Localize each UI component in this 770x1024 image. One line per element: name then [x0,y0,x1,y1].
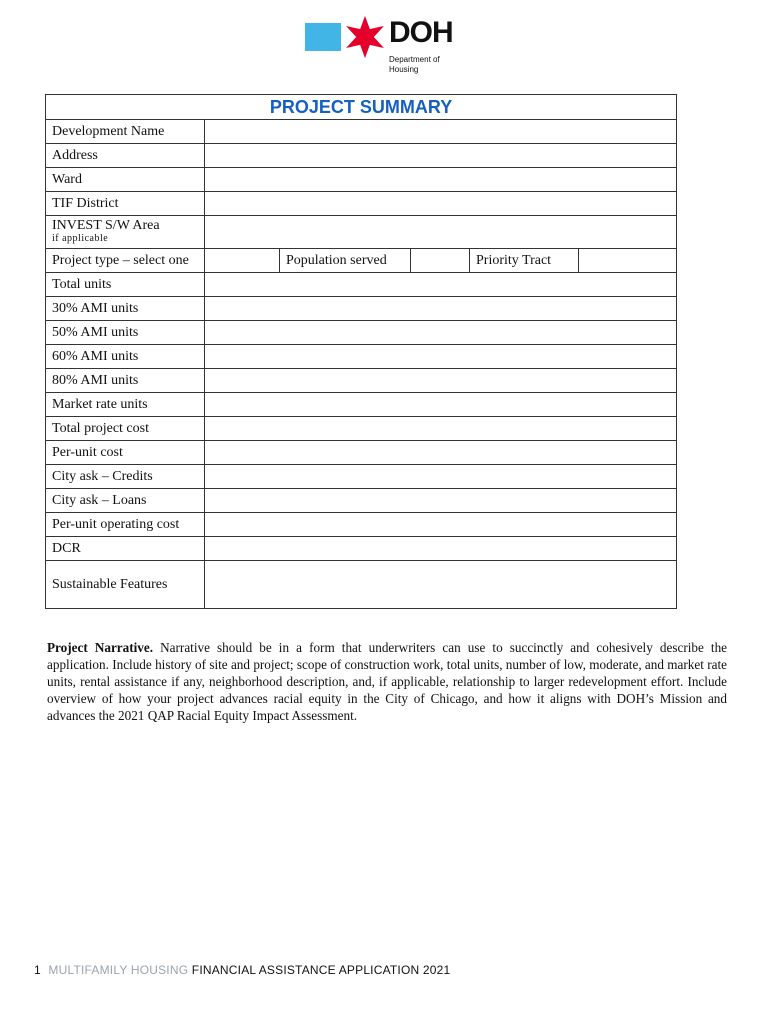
field-ward[interactable] [205,168,677,192]
field-ami60[interactable] [205,345,677,369]
narrative-heading: Project Narrative. [47,640,154,655]
field-ami50[interactable] [205,321,677,345]
label-population-served: Population served [280,249,411,273]
field-project-type[interactable] [205,249,280,273]
logo-subtitle-line1: Department of [389,55,440,64]
label-city-loans: City ask – Loans [46,489,205,513]
logo-subtitle [389,55,440,75]
field-city-credits[interactable] [205,465,677,489]
project-summary-table [45,94,677,609]
field-per-unit-cost[interactable] [205,441,677,465]
narrative-body: Narrative should be in a form that underwriters can use to succinctly and cohesively describe the application. Include history of site and project; scope of construction work, total units, number of low, moderate, and market rate units, rental assistance if any, neighborhood description, and, if applicable, relationship to larger redevelopment effort. Include overview of how your project advances racial equity in the City of Chicago, and how it aligns with DOH’s Mission and advances the 2021 QAP Racial Equity Impact Assessment. [47,640,728,723]
label-total-units: Total units [46,273,205,297]
doh-logo [305,14,453,76]
chicago-star-icon [343,14,387,60]
field-address[interactable] [205,144,677,168]
field-sustainable[interactable] [205,561,677,609]
label-address: Address [46,144,205,168]
project-narrative [47,640,727,725]
footer-section: MULTIFAMILY HOUSING [48,963,189,977]
invest-area-note: if applicable [52,233,109,244]
field-ami30[interactable] [205,297,677,321]
label-per-unit-cost: Per-unit cost [46,441,205,465]
invest-area-text: INVEST S/W Area [52,218,160,233]
label-market-rate: Market rate units [46,393,205,417]
field-invest-area[interactable] [205,216,677,249]
field-market-rate[interactable] [205,393,677,417]
field-total-units[interactable] [205,273,677,297]
summary-title: PROJECT SUMMARY [269,96,453,117]
field-ami80[interactable] [205,369,677,393]
logo-brand: DOH [389,16,453,49]
label-development-name: Development Name [46,120,205,144]
field-development-name[interactable] [205,120,677,144]
label-invest-area [46,216,205,249]
logo-blue-block [305,23,341,51]
footer-doc-title: FINANCIAL ASSISTANCE APPLICATION 2021 [191,963,451,977]
page-number: 1 [34,963,41,977]
field-total-cost[interactable] [205,417,677,441]
label-project-type: Project type – select one [46,249,205,273]
page-footer [34,963,450,977]
label-sustainable: Sustainable Features [46,561,205,609]
label-ami50: 50% AMI units [46,321,205,345]
label-tif-district: TIF District [46,192,205,216]
label-per-unit-operating: Per-unit operating cost [46,513,205,537]
field-population-served[interactable] [411,249,470,273]
label-dcr: DCR [46,537,205,561]
field-per-unit-operating[interactable] [205,513,677,537]
field-dcr[interactable] [205,537,677,561]
field-priority-tract[interactable] [579,249,677,273]
label-city-credits: City ask – Credits [46,465,205,489]
label-priority-tract: Priority Tract [470,249,579,273]
label-total-cost: Total project cost [46,417,205,441]
field-tif-district[interactable] [205,192,677,216]
label-ami30: 30% AMI units [46,297,205,321]
label-ward: Ward [46,168,205,192]
logo-subtitle-line2: Housing [389,65,419,74]
label-ami80: 80% AMI units [46,369,205,393]
label-ami60: 60% AMI units [46,345,205,369]
summary-title-cell [46,95,677,120]
field-city-loans[interactable] [205,489,677,513]
